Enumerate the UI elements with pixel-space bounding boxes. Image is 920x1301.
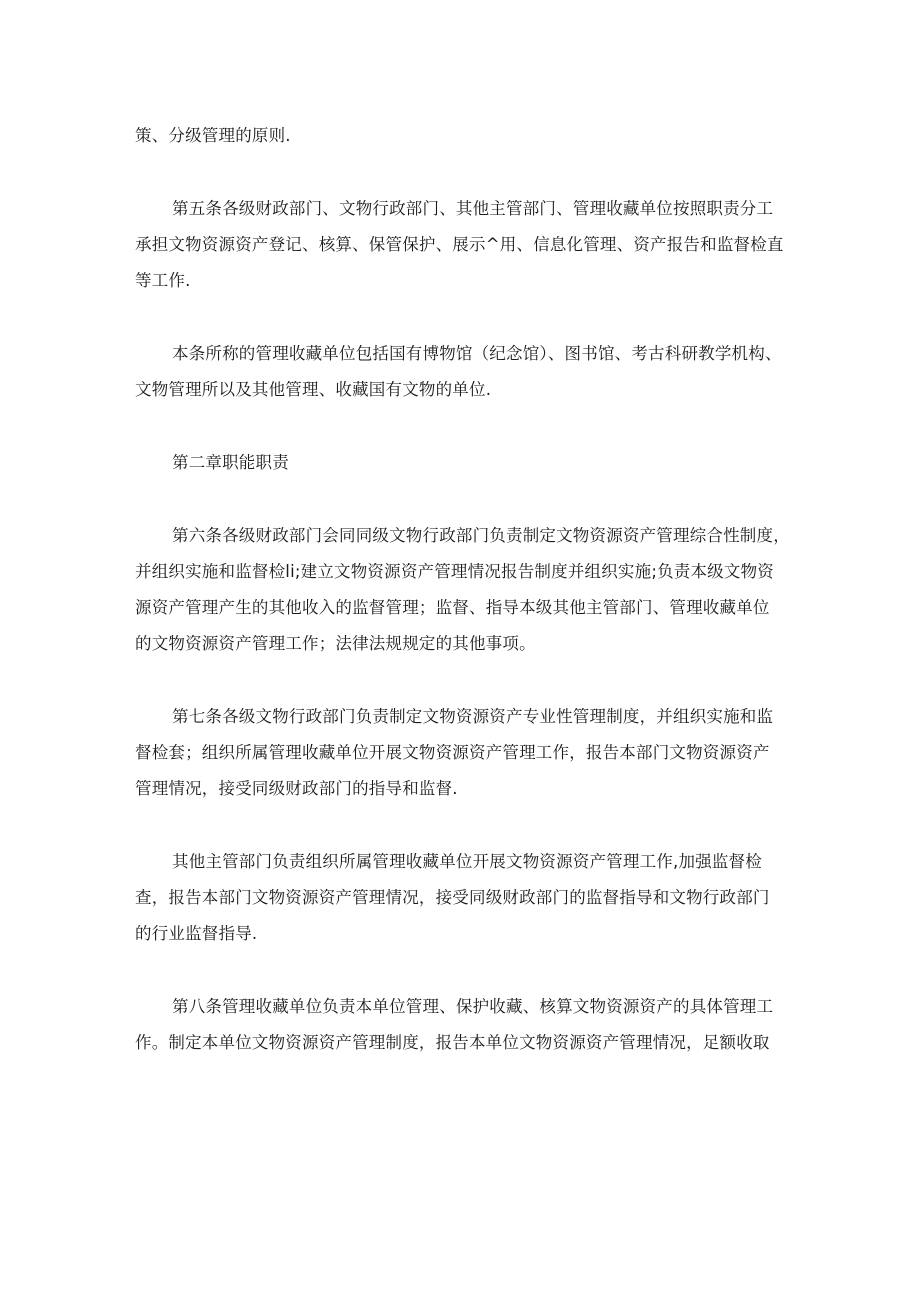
text-line: 督检套；组织所属管理收藏单位开展文物资源资产管理工作，报告本部门文物资源资产: [135, 743, 770, 762]
text-line: 作。制定本单位文物资源资产管理制度，报告本单位文物资源资产管理情况，足额收取: [135, 1033, 770, 1052]
text-line: 的行业监督指导.: [135, 924, 258, 943]
text-line: 承担文物资源资产登记、核算、保管保护、展示^用、信息化管理、资产报告和监督检直: [135, 235, 784, 254]
text-line: 文物管理所以及其他管理、收藏国有文物的单位.: [135, 380, 492, 399]
text-line: 并组织实施和监督检li;建立文物资源资产管理情况报告制度并组织实施;负责本级文物资: [135, 562, 774, 581]
paragraph: [135, 336, 795, 408]
text-line: 等工作.: [135, 271, 191, 290]
text-line: 查，报告本部门文物资源资产管理情况，接受同级财政部门的监督指导和文物行政部门: [135, 888, 770, 907]
text-line: 源资产管理产生的其他收入的监督管理；监督、指导本级其他主管部门、管理收藏单位: [135, 598, 770, 617]
paragraph: [135, 699, 795, 807]
text-line: 的文物资源资产管理工作；法律法规规定的其他事项。: [135, 634, 536, 653]
paragraph: [135, 191, 795, 299]
paragraph: [135, 989, 795, 1061]
text-line: 本条所称的管理收藏单位包括国有博物馆（纪念馆）、图书馆、考古科研教学机构、: [172, 344, 782, 363]
text-line: 第八条管理收藏单位负责本单位管理、保护收藏、核算文物资源资产的具体管理工: [172, 997, 774, 1016]
text-line: 管理情况，接受同级财政部门的指导和监督.: [135, 779, 458, 798]
paragraph: [135, 844, 795, 952]
paragraph: [135, 118, 795, 154]
text-line: 第七条各级文物行政部门负责制定文物资源资产专业性管理制度，并组织实施和监: [172, 707, 774, 726]
text-line: 第六条各级财政部门会同同级文物行政部门负责制定文物资源资产管理综合性制度，: [172, 526, 790, 545]
text-line: 策、分级管理的原则.: [135, 126, 291, 145]
text-line: 第二章职能职责: [172, 453, 289, 472]
document-body: [135, 118, 795, 1098]
paragraph: [135, 518, 795, 662]
text-line: 其他主管部门负责组织所属管理收藏单位开展文物资源资产管理工作,加强监督检: [172, 852, 762, 871]
paragraph: [135, 445, 795, 481]
text-line: 第五条各级财政部门、文物行政部门、其他主管部门、管理收藏单位按照职责分工: [172, 199, 774, 218]
